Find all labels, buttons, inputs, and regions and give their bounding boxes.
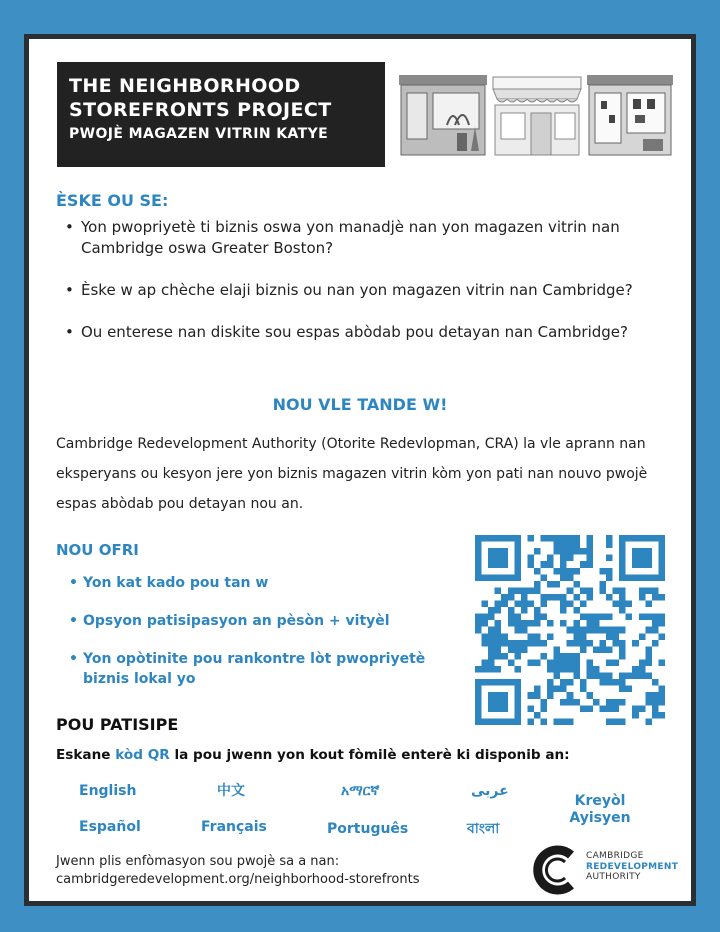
footer-url[interactable]: cambridgeredevelopment.org/neighborhood-storefronts	[56, 872, 420, 887]
storefronts-illustration	[397, 71, 675, 157]
logo-line-3: AUTHORITY	[586, 872, 641, 882]
language-amharic[interactable]: አማርኛ	[341, 783, 380, 799]
language-kreyol[interactable]: Kreyòl Ayisyen	[569, 793, 631, 826]
logo-text	[586, 851, 678, 883]
flyer	[29, 39, 691, 901]
language-french[interactable]: Français	[201, 819, 267, 835]
title-line-1: THE NEIGHBORHOOD	[69, 75, 301, 97]
instruction-text: la pou jwenn yon kout fòmilè enterè ki disponib an:	[169, 747, 570, 763]
offer-item: • Opsyon patisipasyon an pèsòn + vityèl	[69, 611, 449, 631]
participate-instruction	[56, 747, 570, 763]
intro-heading: ÈSKE OU SE:	[56, 191, 169, 210]
qr-code-text: kòd QR	[115, 747, 170, 763]
language-chinese[interactable]: 中文	[217, 783, 245, 799]
offers-heading: NOU OFRI	[56, 541, 139, 559]
instruction-text: Eskane	[56, 747, 116, 763]
language-portuguese[interactable]: Português	[327, 821, 409, 837]
language-arabic[interactable]: عربى	[471, 783, 509, 799]
offer-item: • Yon kat kado pou tan w	[69, 573, 449, 593]
title-line-2: STOREFRONTS PROJECT	[69, 99, 332, 121]
question-list	[63, 217, 663, 364]
language-spanish[interactable]: Español	[79, 819, 141, 835]
callout-heading: NOU VLE TANDE W!	[272, 395, 448, 414]
footer	[56, 853, 419, 889]
offer-item: • Yon opòtinite pou rankontre lòt pwopriyetè biznis lokal yo	[69, 649, 449, 689]
description-paragraph: Cambridge Redevelopment Authority (Otorite Redevlopman, CRA) la vle aprann nan eksperyans ou kesyon jere yon biznis magazen vitrin kòm yon pati nan nouvo pwojè espas abòdab pou detayan nou an.	[56, 436, 648, 512]
qr-code[interactable]	[475, 535, 665, 725]
title-block	[57, 62, 385, 167]
participate-heading: POU PATISIPE	[56, 715, 179, 734]
subtitle: PWOJÈ MAGAZEN VITRIN KATYE	[69, 126, 329, 142]
offers-list	[69, 573, 449, 707]
footer-line: Jwenn plis enfòmasyon sou pwojè sa a nan:	[56, 854, 340, 869]
question-item: • Yon pwopriyetè ti biznis oswa yon manadjè nan yon magazen vitrin nan Cambridge oswa Greater Boston?	[63, 217, 663, 259]
question-item: • Ou enterese nan diskite sou espas abòdab pou detayan nan Cambridge?	[63, 322, 663, 343]
question-item: • Èske w ap chèche elaji biznis ou nan yon magazen vitrin nan Cambridge?	[63, 280, 663, 301]
page-frame	[24, 34, 696, 906]
language-bengali[interactable]: বাংলা	[467, 821, 500, 837]
language-english[interactable]: English	[79, 783, 137, 799]
logo-line-2: REDEVELOPMENT	[586, 861, 679, 872]
logo-line-1: CAMBRIDGE	[586, 851, 644, 861]
